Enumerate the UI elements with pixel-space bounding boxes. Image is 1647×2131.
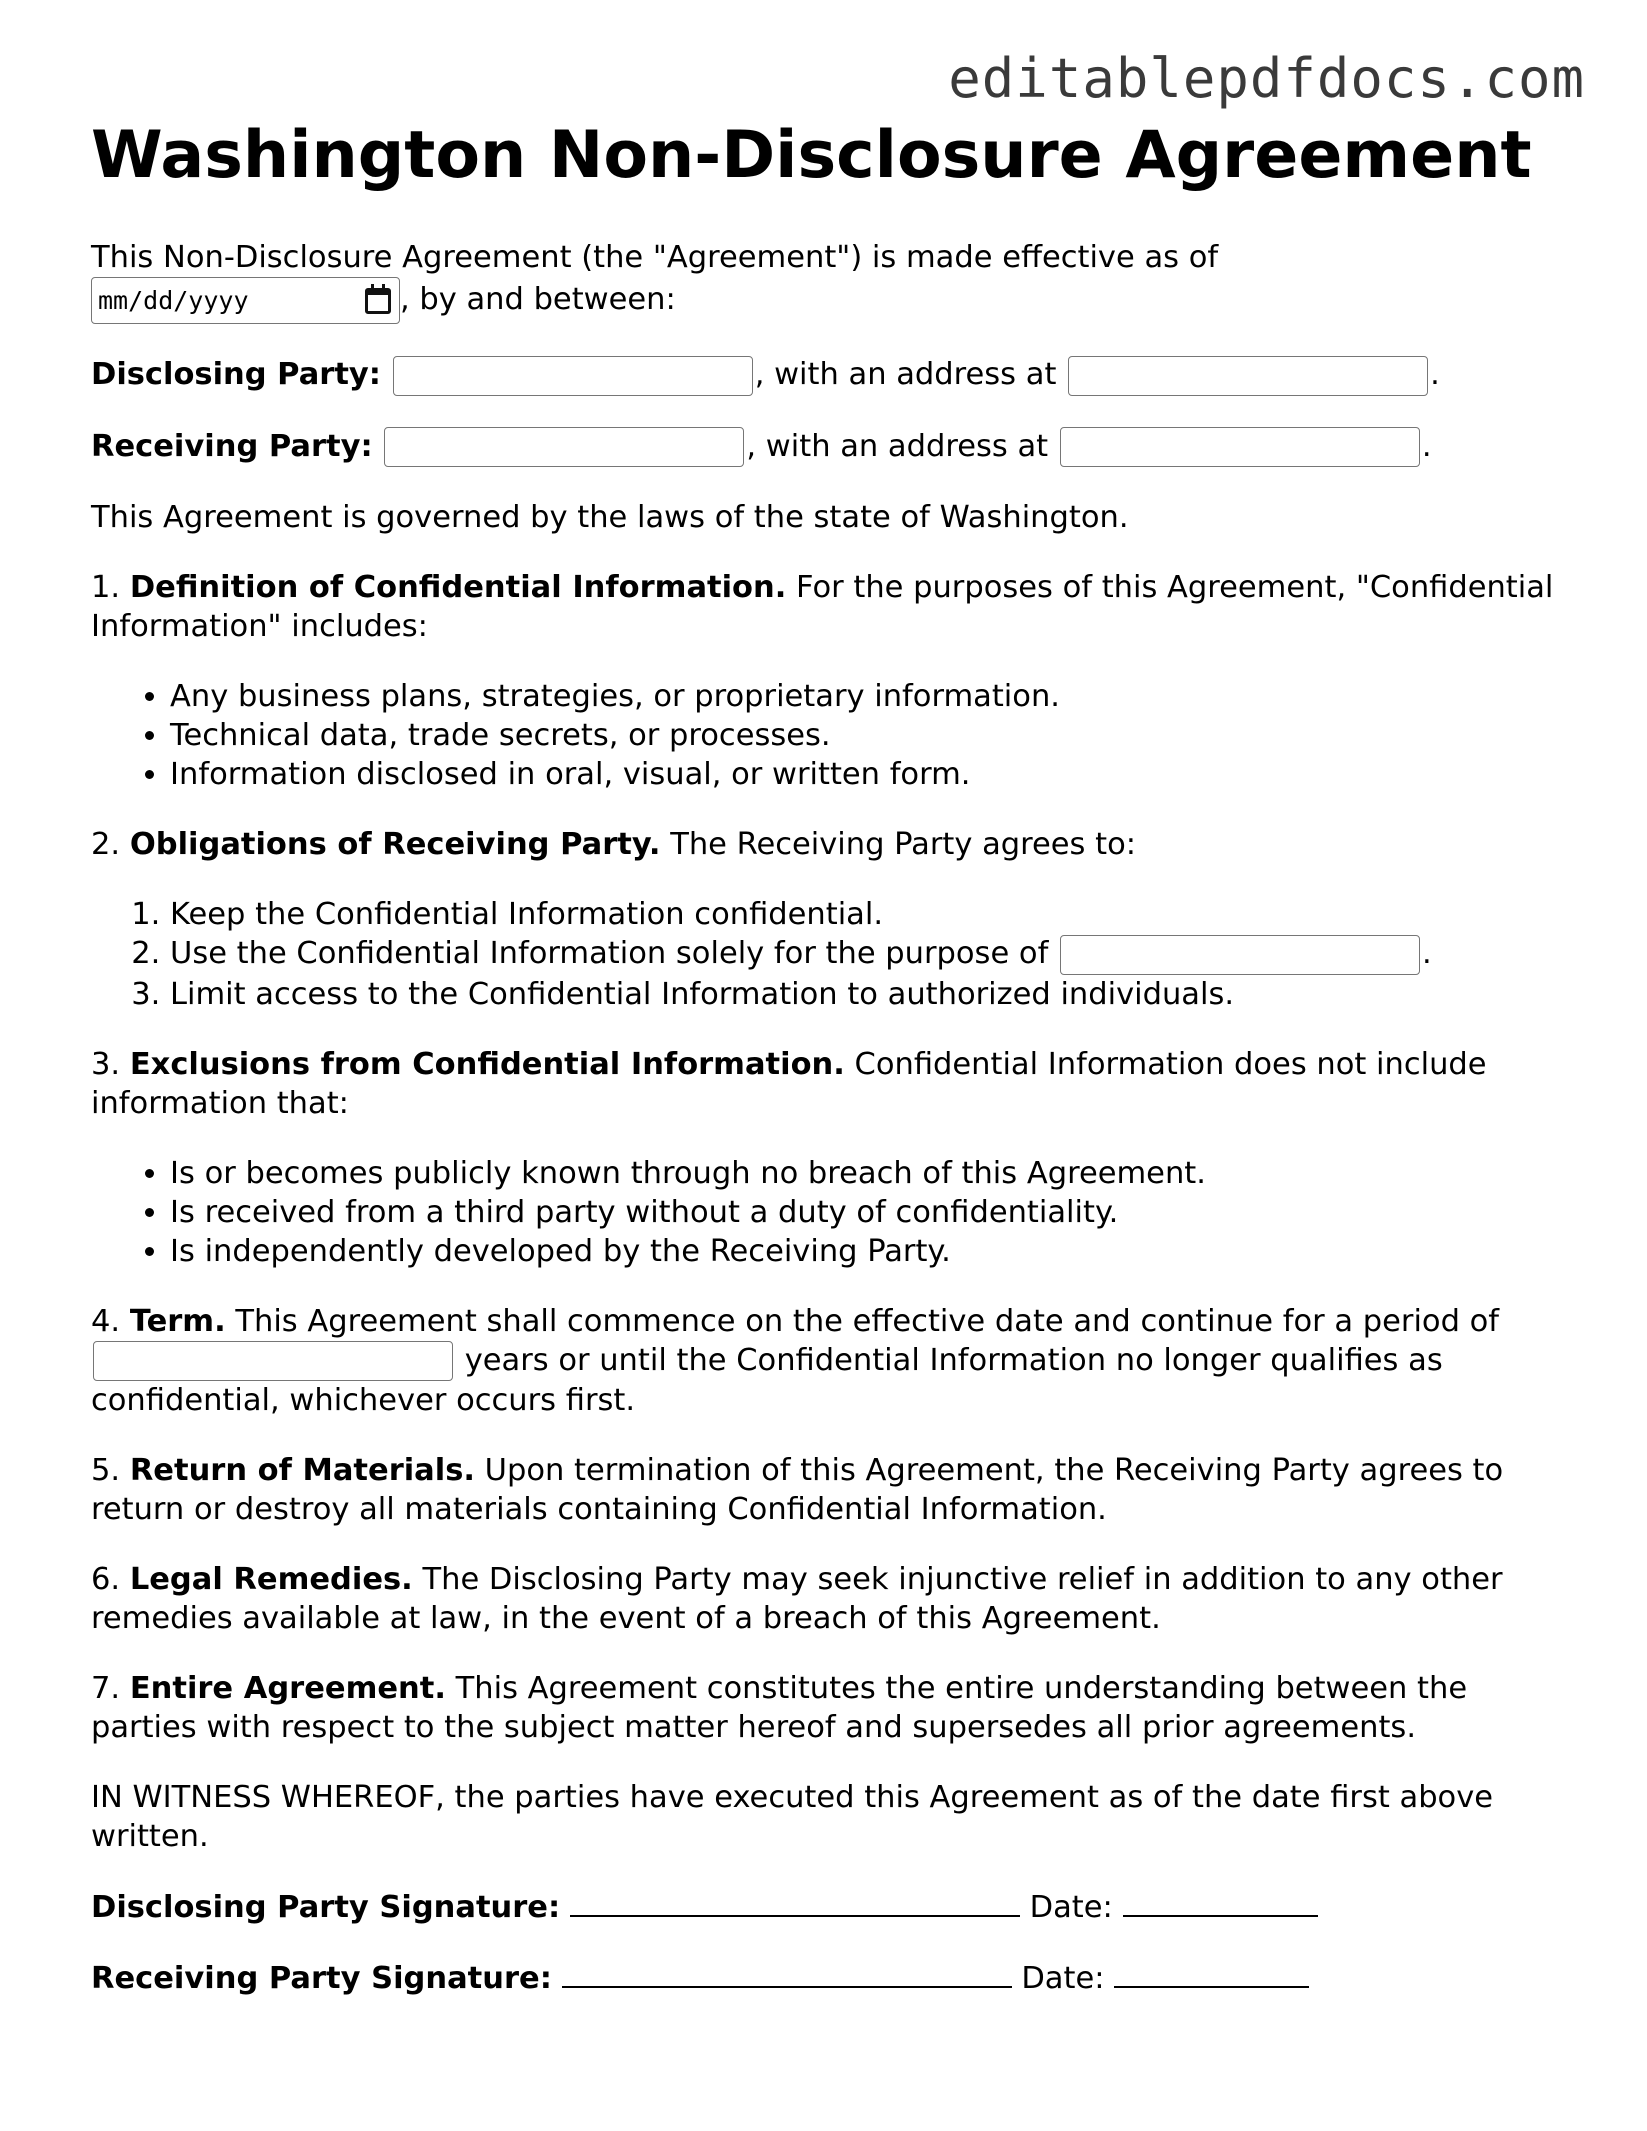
calendar-icon[interactable] [365,288,391,314]
list-item: • Is received from a third party without a duty of confidentiality. [170,1193,1561,1232]
section-text: The Disclosing Party may seek injunctive relief in addition to any other remedies available at law, in the event of a breach of this Agreement. [91,1562,1503,1636]
section-4 [91,1302,1561,1421]
receiving-signature-label: Receiving Party Signature: [91,1961,552,1996]
receiving-date-line [1114,1958,1309,1988]
section-number: 1. [91,570,121,605]
date-label: Date: [1029,1890,1113,1925]
section-number: 7. [91,1671,121,1706]
section-heading: Obligations of Receiving Party. [129,827,661,862]
section-text: Confidential Information does not include information that: [91,1046,1487,1121]
section-number: 2. [91,827,121,862]
section-7 [91,1669,1561,1747]
receiving-signature-row [91,1958,1561,1998]
section-text-after: years or until the Confidential Information no longer qualifies as confidential, whichever occurs first. [91,1342,1443,1418]
intro-text: This Non-Disclosure Agreement (the "Agreement") is made effective as of [91,240,1219,275]
disclosing-party-address-field[interactable] [1068,356,1428,396]
date-label: Date: [1021,1961,1105,1996]
document-body [91,118,1561,2029]
governing-law: This Agreement is governed by the laws of the state of Washington. [91,500,1129,535]
list-item: 1. Keep the Confidential Information confidential. [170,895,1561,934]
section-number: 6. [91,1562,121,1597]
section-number: 3. [91,1046,121,1082]
term-years-field[interactable] [93,1341,453,1381]
disclosing-date-line [1123,1887,1318,1917]
section-2-list [91,895,1561,1014]
receiving-signature-line [562,1958,1012,1988]
list-item-text: Use the Confidential Information solely for the purpose of [170,936,1049,971]
section-heading: Exclusions from Confidential Information. [129,1046,845,1082]
receiving-party-name-field[interactable] [384,427,744,467]
list-item: • Information disclosed in oral, visual, or written form. [170,755,1561,794]
receiving-party-address-field[interactable] [1060,427,1420,467]
section-3-list [91,1154,1561,1271]
section-text: For the purposes of this Agreement, "Confidential Information" includes: [91,570,1554,644]
disclosing-signature-label: Disclosing Party Signature: [91,1890,561,1925]
witness-statement: IN WITNESS WHEREOF, the parties have executed this Agreement as of the date first above written. [91,1780,1494,1854]
section-5 [91,1451,1561,1529]
section-3 [91,1045,1561,1123]
list-item: 3. Limit access to the Confidential Information to authorized individuals. [170,975,1561,1014]
section-2 [91,825,1561,864]
list-item [170,934,1561,975]
section-heading: Return of Materials. [129,1453,475,1488]
intro-paragraph [91,238,1561,324]
intro-text-after: , by and between: [400,282,676,317]
list-item: • Is or becomes publicly known through no breach of this Agreement. [170,1154,1561,1193]
section-1 [91,568,1561,646]
section-number: 5. [91,1453,121,1488]
section-6 [91,1560,1561,1638]
disclosing-signature-row [91,1887,1561,1927]
section-heading: Definition of Confidential Information. [129,570,787,605]
list-item: • Is independently developed by the Receiving Party. [170,1232,1561,1271]
period-text: . [1421,428,1432,464]
address-text: , with an address at [746,428,1049,464]
period-text: . [1430,357,1440,392]
section-heading: Entire Agreement. [129,1671,446,1706]
receiving-party-label: Receiving Party: [91,428,373,464]
section-text: This Agreement shall commence on the effective date and continue for a period of [235,1303,1500,1339]
section-text: This Agreement constitutes the entire understanding between the parties with respect to the subject matter hereof and supersedes all prior agreements. [91,1671,1468,1745]
section-text: The Receiving Party agrees to: [670,827,1137,862]
disclosing-party-name-field[interactable] [393,356,753,396]
effective-date-input[interactable] [91,277,400,324]
watermark: editablepdfdocs.com [948,47,1585,110]
period-text: . [1422,936,1432,971]
disclosing-signature-line [570,1887,1020,1917]
list-item: • Technical data, trade secrets, or processes. [170,716,1561,755]
purpose-field[interactable] [1060,935,1420,975]
disclosing-party-label: Disclosing Party: [91,357,382,392]
section-text: Upon termination of this Agreement, the Receiving Party agrees to return or destroy all materials containing Confidential Information. [91,1453,1504,1527]
section-heading: Legal Remedies. [129,1562,413,1597]
date-placeholder: mm/dd/yyyy [98,286,249,315]
section-number: 4. [91,1303,121,1339]
list-item: • Any business plans, strategies, or proprietary information. [170,677,1561,716]
section-1-list [91,677,1561,794]
disclosing-party-row [91,355,1561,396]
page-title: Washington Non-Disclosure Agreement [91,118,1532,193]
receiving-party-row [91,427,1561,468]
section-heading: Term. [129,1303,226,1339]
address-text: , with an address at [754,357,1057,392]
